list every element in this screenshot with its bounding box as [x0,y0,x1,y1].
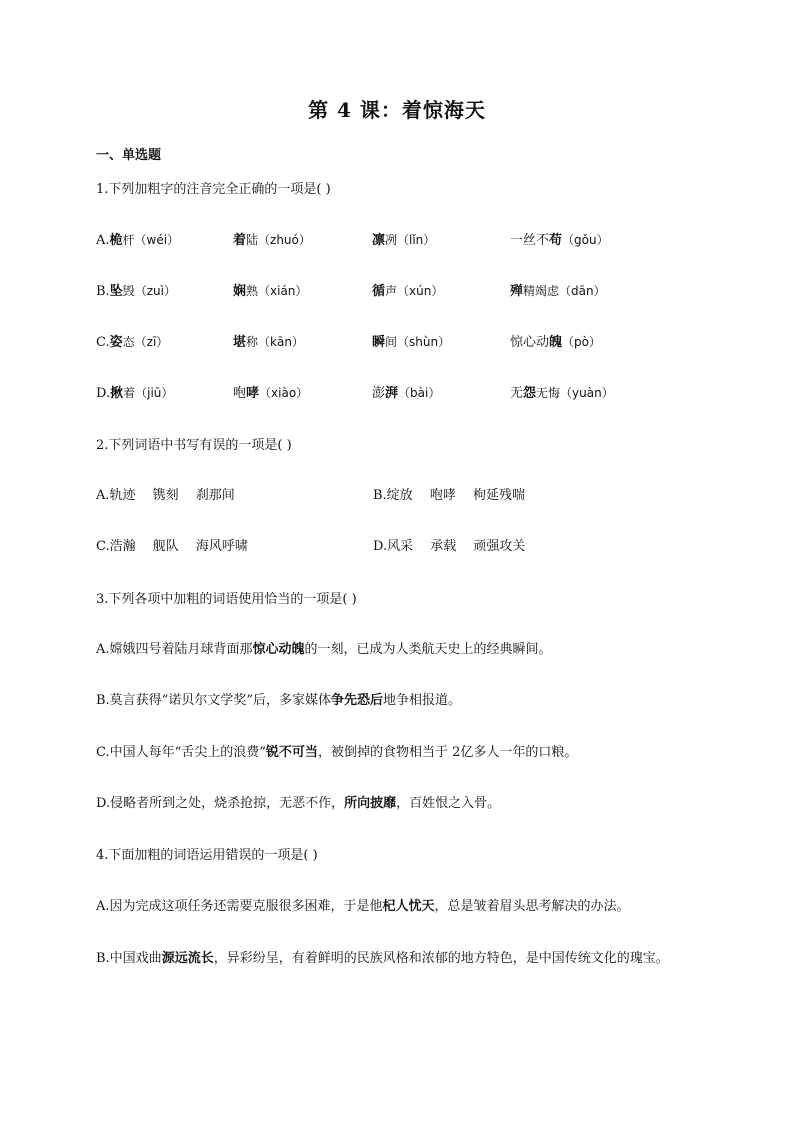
question-2-option-a: A.轨迹 镌刻 刹那间 [96,488,235,503]
question-1-option-cell [372,383,440,404]
bold-character: 魄 [549,335,563,350]
question-3-option [96,691,461,711]
page-title: 第 4 课：着惊海天 [308,98,486,122]
question-1-option-cell [233,332,304,353]
bold-character: 娴 [233,284,247,299]
pinyin-text: （xiào） [259,386,309,400]
question-1-option-cell [96,230,179,251]
question-2-row-1 [96,486,716,506]
option-text: ，异彩纷呈，有着鲜明的民族风格和浓郁的地方特色，是中国传统文化的瑰宝。 [213,951,669,966]
pinyin-text: 熟（xián） [246,284,308,298]
option-text: 地争相报道。 [383,693,462,708]
bold-character: 殚 [510,284,524,299]
question-1-option-cell [510,230,609,251]
bold-character: 瞬 [372,335,386,350]
pinyin-text: （pò） [562,335,601,349]
bold-character: 堪 [233,335,247,350]
bold-character: 凛 [372,233,386,248]
question-1-row [96,332,716,352]
question-3-stem: 3.下列各项中加粗的词语使用恰当的一项是( ) [96,592,357,607]
option-text: B. [96,284,110,299]
pinyin-text: （gǒu） [562,233,609,247]
pinyin-text: 着（jiū） [123,386,174,400]
question-1-stem: 1.下列加粗字的注音完全正确的一项是( ) [96,182,331,197]
question-1-row [96,281,716,301]
pinyin-text: 精竭虑（dān） [523,284,606,298]
question-2-option-b: B.绽放 咆哮 枸延残喘 [373,488,525,503]
question-1-option-cell [96,281,176,302]
bold-character: 怨 [523,386,537,401]
question-1-option-cell [372,332,450,353]
question-1-option-cell [510,332,601,353]
bold-character: 哮 [246,386,260,401]
question-1-option-cell [233,230,311,251]
question-1-option-cell [510,383,614,404]
option-text: D.侵略者所到之处，烧杀抢掠，无恶不作， [96,796,345,811]
pinyin-text: 态（zī） [122,335,169,349]
question-2-stem: 2.下列词语中书写有误的一项是( ) [96,438,292,453]
bold-phrase: 争先恐后 [330,693,383,708]
option-text: 澎 [372,386,386,401]
question-1-option-cell [372,281,443,302]
pinyin-text: 间（shùn） [385,335,451,349]
question-1-option-cell [233,281,307,302]
pinyin-text: 称（kān） [246,335,304,349]
question-4-option [96,894,696,920]
option-text: ，百姓恨之入骨。 [396,796,501,811]
bold-character: 桅 [109,233,123,248]
pinyin-text: 毁（zuì） [122,284,176,298]
pinyin-text: 冽（lǐn） [385,233,436,247]
bold-character: 坠 [109,284,123,299]
bold-phrase: 锐不可当 [265,745,318,760]
option-text: A. [96,233,110,248]
pinyin-text: （bài） [398,386,441,400]
question-3-option [96,743,577,763]
option-text: 一丝不 [510,233,550,248]
option-text: 咆 [233,386,247,401]
bold-character: 姿 [109,335,123,350]
option-text: C. [96,335,110,350]
question-3-option [96,640,552,660]
question-1-row [96,383,716,403]
question-2-row-2 [96,537,716,557]
question-4-option [96,946,696,972]
option-text: B.莫言获得“诺贝尔文学奖”后，多家媒体 [96,693,331,708]
question-1-option-cell [510,281,606,302]
bold-character: 着 [233,233,247,248]
bold-character: 湃 [385,386,399,401]
bold-character: 揪 [110,386,124,401]
pinyin-text: 声（xún） [385,284,444,298]
bold-phrase: 惊心动魄 [252,642,305,657]
bold-phrase: 源远流长 [161,951,214,966]
question-2-option-d: D.风采 承载 顽强攻关 [373,539,526,554]
question-1-option-cell [96,383,173,404]
option-text: ，总是皱着眉头思考解决的办法。 [434,899,630,914]
bold-phrase: 所向披靡 [344,796,397,811]
pinyin-text: 杆（wéi） [122,233,180,247]
option-text: C.中国人每年“舌尖上的浪费” [96,745,266,760]
question-4-stem: 4.下面加粗的词语运用错误的一项是( ) [96,848,318,863]
option-text: 惊心动 [510,335,550,350]
bold-phrase: 杞人忧天 [382,899,435,914]
option-text: B.中国戏曲 [96,951,162,966]
question-2-option-c: C.浩瀚 舰队 海风呼啸 [96,539,248,554]
question-1-option-cell [372,230,435,251]
question-1-row [96,230,716,250]
question-1-option-cell [233,383,308,404]
question-1-option-cell [96,332,168,353]
option-text: 无 [510,386,524,401]
bold-character: 循 [372,284,386,299]
option-text: ，被倒掉的食物相当于 2亿多人一年的口粮。 [317,745,578,760]
option-text: 的一刻，已成为人类航天史上的经典瞬间。 [304,642,552,657]
bold-character: 苟 [549,233,563,248]
section-heading: 一、单选题 [96,148,162,163]
option-text: D. [96,386,111,401]
pinyin-text: 无悔（yuàn） [536,386,614,400]
option-text: A.嫦娥四号着陆月球背面那 [96,642,253,657]
option-text: A.因为完成这项任务还需要克服很多困难，于是他 [96,899,383,914]
question-3-option [96,794,500,814]
pinyin-text: 陆（zhuó） [246,233,311,247]
